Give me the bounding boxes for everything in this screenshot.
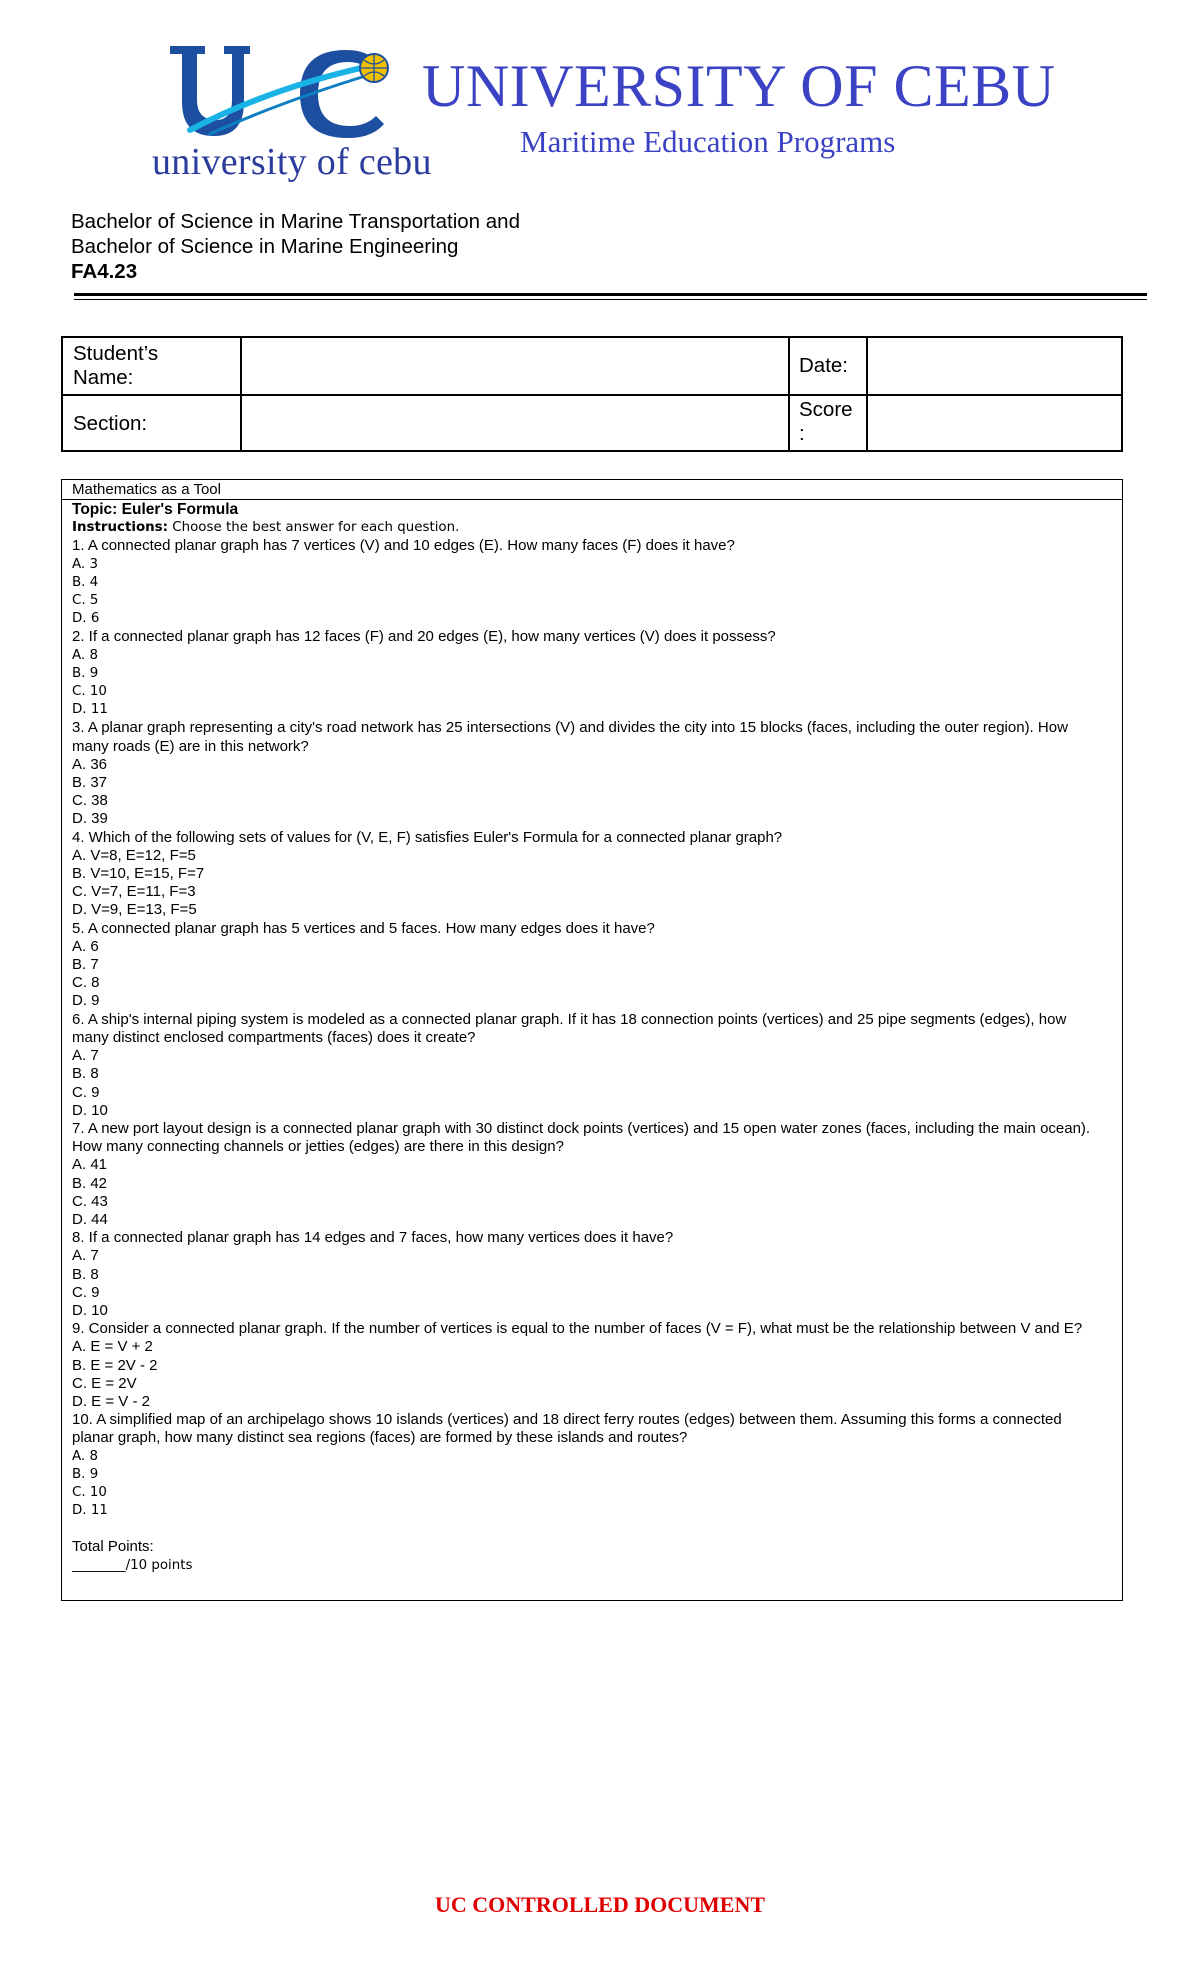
answer-option[interactable]: B. E = 2V - 2: [72, 1356, 158, 1374]
answer-option[interactable]: B. 4: [72, 574, 99, 590]
answer-option[interactable]: C. V=7, E=11, F=3: [72, 883, 196, 901]
university-logo: [150, 38, 432, 188]
question-text: 7. A new port layout design is a connected planar graph with 30 distinct dock points (vertices) and 15 open water zones (faces, including the main ocean). How many connecting channels or jetties (edges) are there in this design?: [72, 1119, 1091, 1156]
answer-option[interactable]: B. 7: [72, 956, 99, 974]
question-text: 8. If a connected planar graph has 14 edges and 7 faces, how many vertices does it have?: [72, 1229, 674, 1247]
answer-option[interactable]: B. 8: [72, 1265, 99, 1283]
answer-option[interactable]: B. V=10, E=15, F=7: [72, 865, 205, 883]
answer-option[interactable]: C. 9: [72, 1283, 100, 1301]
instructions-label: Instructions:: [72, 520, 169, 536]
header-divider-thin: [74, 299, 1147, 300]
answer-option[interactable]: A. V=8, E=12, F=5: [72, 846, 196, 864]
answer-option[interactable]: A. E = V + 2: [72, 1338, 153, 1356]
answer-option[interactable]: C. 38: [72, 792, 108, 810]
student-name-label: [73, 342, 158, 390]
question-text: 9. Consider a connected planar graph. If the number of vertices is equal to the number of faces (V = F), what must be the relationship between V and E?: [72, 1320, 1083, 1338]
answer-option[interactable]: D. 10: [72, 1301, 108, 1319]
question-text: 4. Which of the following sets of values for (V, E, F) satisfies Euler's Formula for a connected planar graph?: [72, 828, 783, 846]
header-divider-thick: [74, 293, 1147, 296]
university-name: UNIVERSITY OF CEBU: [422, 53, 1056, 119]
student-name-label-line-2: Name:: [73, 366, 134, 389]
question-item: [72, 537, 1094, 628]
score-label-line-1: Score: [799, 398, 853, 421]
form-code: FA4.23: [71, 260, 138, 283]
answer-option[interactable]: A. 41: [72, 1156, 108, 1174]
answer-option[interactable]: D. 11: [72, 702, 108, 718]
question-item: [72, 1320, 1094, 1411]
answer-option[interactable]: C. 10: [72, 1484, 107, 1500]
answer-option[interactable]: C. 5: [72, 593, 99, 609]
section-label: Section:: [73, 412, 148, 435]
question-item: [72, 1411, 1094, 1520]
program-line-2: Bachelor of Science in Marine Engineering: [71, 235, 459, 258]
date-label: Date:: [799, 354, 848, 377]
score-field[interactable]: [869, 396, 1121, 450]
answer-option[interactable]: D. 39: [72, 810, 108, 828]
question-item: [72, 1229, 1094, 1320]
question-text: 2. If a connected planar graph has 12 faces (F) and 20 edges (E), how many vertices (V) does it possess?: [72, 628, 776, 646]
instructions: [72, 519, 1094, 537]
program-subtitle: Maritime Education Programs: [520, 124, 896, 159]
answer-option[interactable]: A. 8: [72, 1448, 98, 1464]
student-name-label-line-1: Student’s: [73, 342, 159, 365]
answer-option[interactable]: B. 9: [72, 1466, 99, 1482]
score-label-line-2: :: [799, 422, 805, 445]
question-item: [72, 1011, 1094, 1120]
answer-option[interactable]: A. 3: [72, 556, 98, 572]
date-field[interactable]: [869, 338, 1121, 393]
question-item: [72, 829, 1094, 920]
answer-option[interactable]: D. 10: [72, 1101, 108, 1119]
total-points-field[interactable]: ________/10 points: [72, 1557, 193, 1573]
answer-option[interactable]: A. 36: [72, 755, 108, 773]
quiz-body: [72, 501, 1094, 1575]
topic-title: Topic: Euler's Formula: [72, 501, 239, 518]
question-list: [72, 537, 1094, 1520]
program-line-1: Bachelor of Science in Marine Transportation and: [71, 210, 520, 233]
question-text: 5. A connected planar graph has 5 vertices and 5 faces. How many edges does it have?: [72, 919, 655, 937]
score-label: [799, 398, 853, 446]
logo-wordmark: university of cebu: [152, 141, 432, 183]
answer-option[interactable]: B. 9: [72, 665, 99, 681]
answer-option[interactable]: B. 42: [72, 1174, 108, 1192]
answer-option[interactable]: D. V=9, E=13, F=5: [72, 901, 197, 919]
answer-option[interactable]: D. 44: [72, 1210, 108, 1228]
answer-option[interactable]: A. 7: [72, 1247, 99, 1265]
answer-option[interactable]: D. 9: [72, 992, 100, 1010]
answer-option[interactable]: C. 43: [72, 1192, 108, 1210]
uc-logo-mark: [150, 38, 420, 148]
controlled-document-notice: UC CONTROLLED DOCUMENT: [434, 1892, 766, 1917]
question-item: [72, 719, 1094, 828]
answer-option[interactable]: D. E = V - 2: [72, 1392, 150, 1410]
spacer: [72, 1520, 1094, 1538]
answer-option[interactable]: C. 10: [72, 684, 107, 700]
student-name-field[interactable]: [243, 338, 787, 393]
section-field[interactable]: [243, 396, 787, 450]
answer-option[interactable]: B. 8: [72, 1065, 99, 1083]
question-text: 10. A simplified map of an archipelago shows 10 islands (vertices) and 18 direct ferry routes (edges) between them. Assuming this forms a connected planar graph, how many distinct sea regions (faces) are formed by these islands and routes?: [72, 1411, 1062, 1447]
question-item: [72, 628, 1094, 719]
question-item: [72, 1120, 1094, 1229]
question-text: 6. A ship's internal piping system is modeled as a connected planar graph. If it has 18 connection points (vertices) and 25 pipe segments (edges), how many distinct enclosed compartments (faces) does it create?: [72, 1010, 1067, 1046]
answer-option[interactable]: A. 7: [72, 1047, 99, 1065]
instructions-text: Choose the best answer for each question.: [168, 520, 460, 536]
answer-option[interactable]: A. 6: [72, 937, 99, 955]
question-text: 3. A planar graph representing a city's road network has 25 intersections (V) and divides the city into 15 blocks (faces, including the outer region). How many roads (E) are in this network?: [72, 719, 1068, 755]
answer-option[interactable]: A. 8: [72, 647, 98, 663]
total-points-label: Total Points:: [72, 1538, 154, 1556]
answer-option[interactable]: B. 37: [72, 774, 108, 792]
student-info-table: [61, 336, 1123, 452]
question-text: 1. A connected planar graph has 7 vertices (V) and 10 edges (E). How many faces (F) does it have?: [72, 537, 735, 555]
subject-heading: Mathematics as a Tool: [62, 480, 1122, 500]
quiz-box: [61, 479, 1123, 1601]
question-item: [72, 920, 1094, 1011]
answer-option[interactable]: C. 8: [72, 974, 100, 992]
answer-option[interactable]: D. 6: [72, 611, 100, 627]
answer-option[interactable]: C. 9: [72, 1083, 100, 1101]
answer-option[interactable]: C. E = 2V: [72, 1374, 137, 1392]
program-block: [71, 209, 520, 284]
answer-option[interactable]: D. 11: [72, 1503, 108, 1519]
